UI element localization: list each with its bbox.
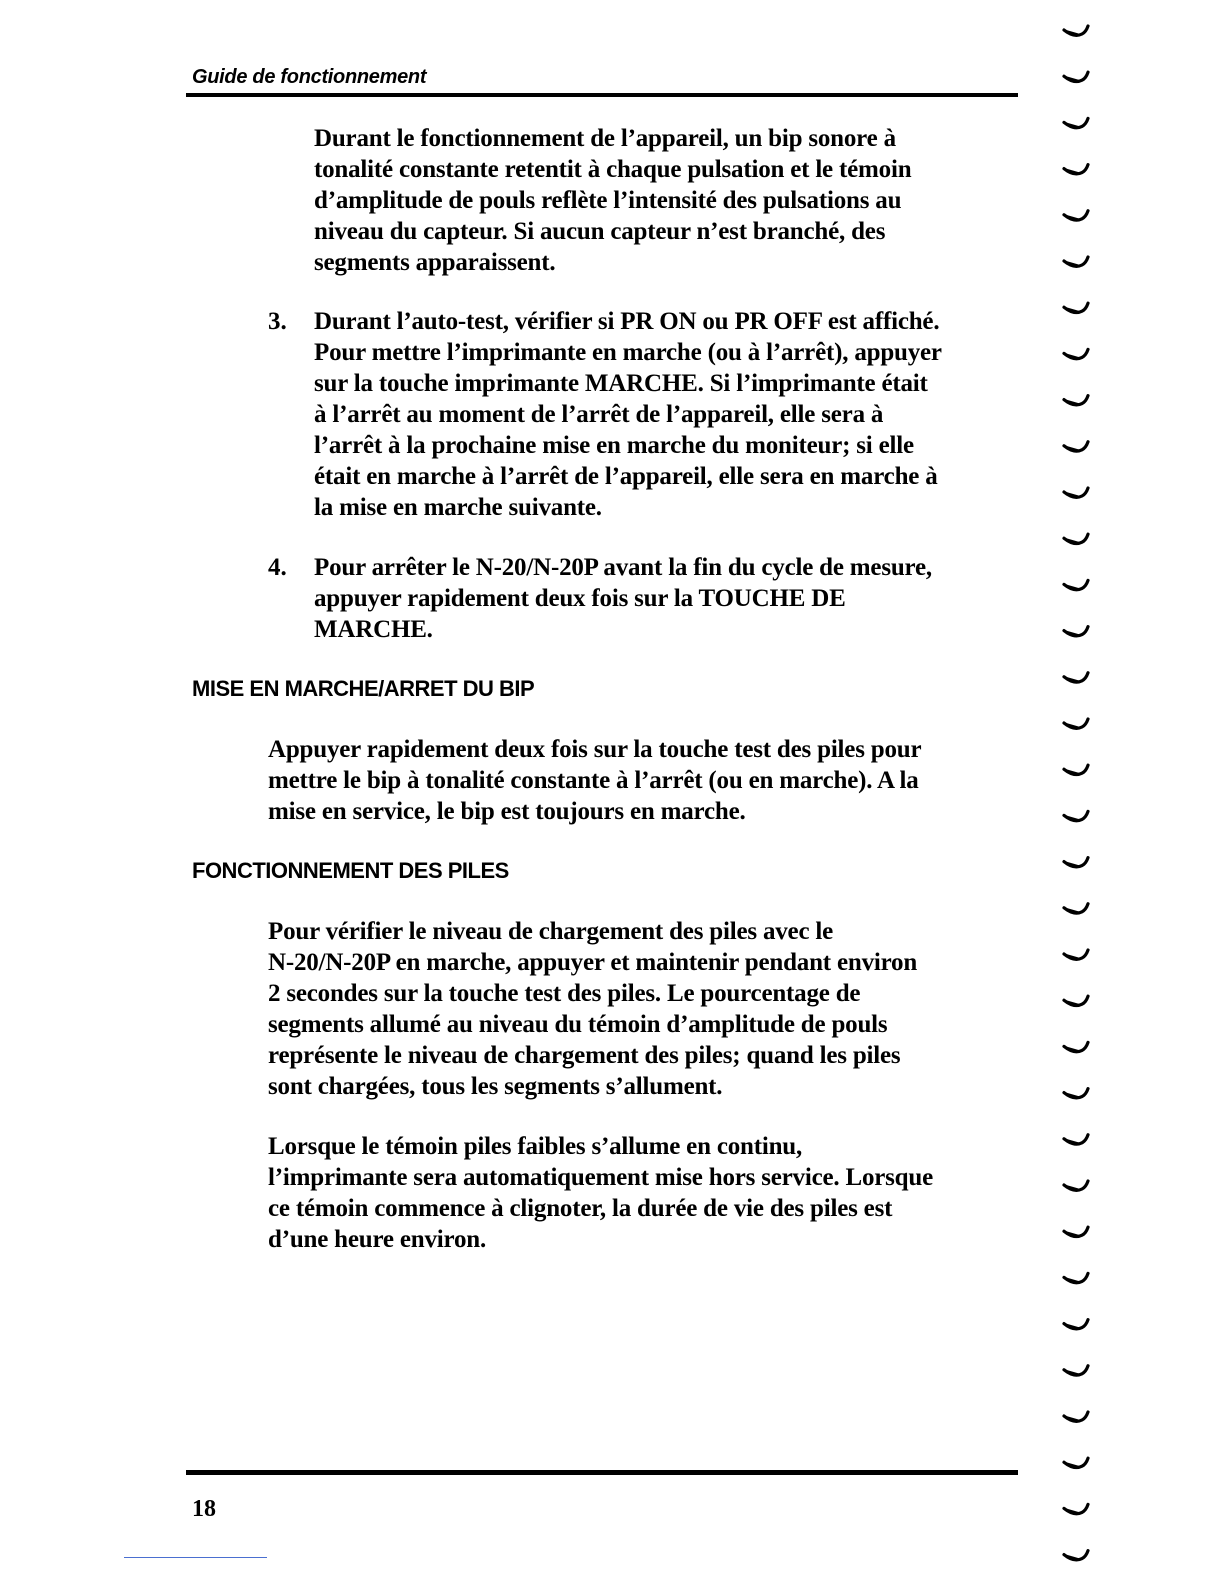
binding-ring xyxy=(1064,1320,1088,1329)
binding-ring xyxy=(1064,950,1088,959)
binding-ring xyxy=(1064,765,1088,774)
binding-ring xyxy=(1064,1366,1088,1375)
binding-ring xyxy=(1064,72,1088,81)
battery-paragraph-1 xyxy=(268,916,917,1102)
footer-rule xyxy=(186,1470,1018,1475)
binding-ring xyxy=(1064,811,1088,820)
binding-ring xyxy=(1064,1551,1088,1560)
paragraph-line: à l’arrêt au moment de l’arrêt de l’appareil, elle sera à xyxy=(314,401,884,428)
binding-ring xyxy=(1064,118,1088,127)
paragraph-line: MARCHE. xyxy=(314,616,433,643)
paragraph-line: sur la touche imprimante MARCHE. Si l’imprimante était xyxy=(314,370,928,397)
binding-ring xyxy=(1064,996,1088,1005)
binding-svg xyxy=(1060,0,1100,1584)
binding-ring xyxy=(1064,1504,1088,1513)
paragraph-line: Durant l’auto-test, vérifier si PR ON ou PR OFF est affiché. xyxy=(314,308,940,335)
paragraph-line: segments apparaissent. xyxy=(314,249,556,276)
paragraph-line: l’arrêt à la prochaine mise en marche du moniteur; si elle xyxy=(314,432,914,459)
step-number: 3. xyxy=(268,308,287,335)
paragraph-line: N-20/N-20P en marche, appuyer et maintenir pendant environ xyxy=(268,949,918,976)
step-number: 4. xyxy=(268,554,287,581)
intro-paragraph xyxy=(314,123,911,278)
binding-ring xyxy=(1064,26,1088,35)
header-rule xyxy=(186,93,1018,97)
binding-ring xyxy=(1064,488,1088,497)
paragraph-line: tonalité constante retentit à chaque pulsation et le témoin xyxy=(314,156,912,183)
paragraph-line: d’amplitude de pouls reflète l’intensité des pulsations au xyxy=(314,187,902,214)
paragraph-line: Lorsque le témoin piles faibles s’allume en continu, xyxy=(268,1133,803,1160)
footer-underline xyxy=(124,1557,267,1558)
paragraph-line: 2 secondes sur la touche test des piles. Le pourcentage de xyxy=(268,980,861,1007)
paragraph-line: sont chargées, tous les segments s’allument. xyxy=(268,1073,723,1100)
binding-ring xyxy=(1064,257,1088,266)
paragraph-line: la mise en marche suivante. xyxy=(314,494,602,521)
binding-ring xyxy=(1064,534,1088,543)
binding-ring xyxy=(1064,396,1088,405)
binding-ring xyxy=(1064,1135,1088,1144)
binding-ring xyxy=(1064,1458,1088,1467)
binding-ring xyxy=(1064,442,1088,451)
spiral-binding xyxy=(1060,0,1100,1584)
binding-ring xyxy=(1064,211,1088,220)
paragraph-line: appuyer rapidement deux fois sur la TOUCHE DE xyxy=(314,585,846,612)
page-number: 18 xyxy=(192,1496,216,1522)
paragraph-line: Pour vérifier le niveau de chargement des piles avec le xyxy=(268,918,834,945)
paragraph-line: niveau du capteur. Si aucun capteur n’est branché, des xyxy=(314,218,886,245)
binding-ring xyxy=(1064,349,1088,358)
binding-ring xyxy=(1064,1181,1088,1190)
paragraph-line: était en marche à l’arrêt de l’appareil, elle sera en marche à xyxy=(314,463,938,490)
binding-ring xyxy=(1064,627,1088,636)
binding-ring xyxy=(1064,673,1088,682)
paragraph-line: l’imprimante sera automatiquement mise hors service. Lorsque xyxy=(268,1164,933,1191)
binding-ring xyxy=(1064,165,1088,174)
binding-ring xyxy=(1064,1042,1088,1051)
section-heading: FONCTIONNEMENT DES PILES xyxy=(192,858,509,883)
header-title: Guide de fonctionnement xyxy=(192,66,427,88)
binding-ring xyxy=(1064,1227,1088,1236)
binding-ring xyxy=(1064,1412,1088,1421)
paragraph-line: Pour mettre l’imprimante en marche (ou à l’arrêt), appuyer xyxy=(314,339,942,366)
binding-ring xyxy=(1064,719,1088,728)
binding-ring xyxy=(1064,1089,1088,1098)
paragraph-line: ce témoin commence à clignoter, la durée de vie des piles est xyxy=(268,1195,893,1222)
binding-ring xyxy=(1064,580,1088,589)
paragraph-line: mettre le bip à tonalité constante à l’arrêt (ou en marche). A la xyxy=(268,767,919,794)
battery-paragraph-2 xyxy=(268,1131,933,1255)
paragraph-line: Durant le fonctionnement de l’appareil, un bip sonore à xyxy=(314,125,896,152)
binding-ring xyxy=(1064,1273,1088,1282)
step-3-text xyxy=(314,306,942,523)
paragraph-line: d’une heure environ. xyxy=(268,1226,487,1253)
bip-paragraph xyxy=(268,734,921,827)
paragraph-line: Pour arrêter le N-20/N-20P avant la fin du cycle de mesure, xyxy=(314,554,932,581)
paragraph-line: segments allumé au niveau du témoin d’amplitude de pouls xyxy=(268,1011,888,1038)
binding-ring xyxy=(1064,904,1088,913)
step-4-text xyxy=(314,552,932,645)
binding-ring xyxy=(1064,303,1088,312)
binding-ring xyxy=(1064,858,1088,867)
paragraph-line: représente le niveau de chargement des piles; quand les piles xyxy=(268,1042,901,1069)
paragraph-line: mise en service, le bip est toujours en marche. xyxy=(268,798,746,825)
paragraph-line: Appuyer rapidement deux fois sur la touche test des piles pour xyxy=(268,736,922,763)
section-heading: MISE EN MARCHE/ARRET DU BIP xyxy=(192,676,535,701)
